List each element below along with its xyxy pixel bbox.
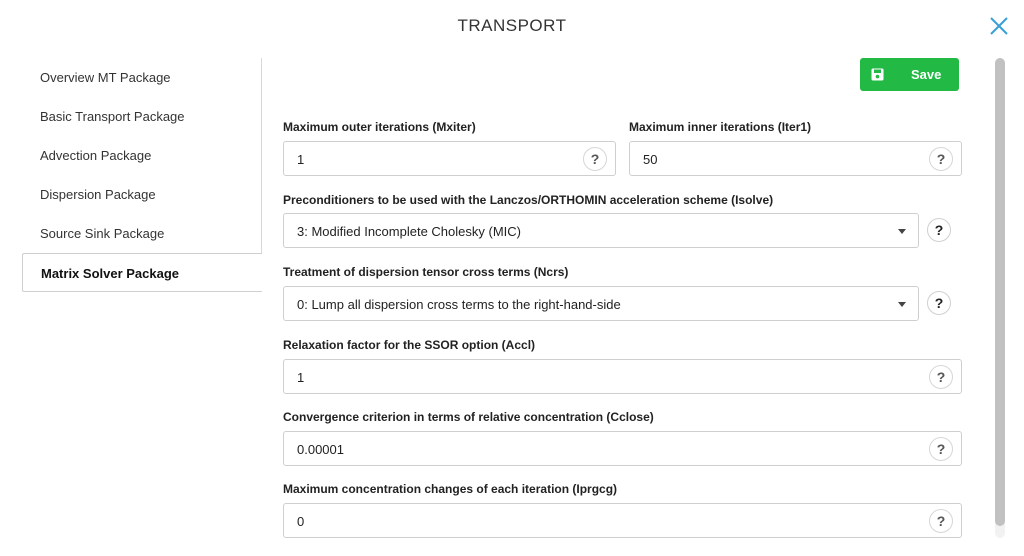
isolve-value: 3: Modified Incomplete Cholesky (MIC) bbox=[297, 224, 521, 239]
ncrs-help-icon[interactable]: ? bbox=[927, 291, 951, 315]
sidebar-item-dispersion[interactable]: Dispersion Package bbox=[22, 175, 262, 214]
iter1-label: Maximum inner iterations (Iter1) bbox=[629, 120, 812, 134]
chevron-down-icon bbox=[898, 302, 906, 307]
iter1-value: 50 bbox=[643, 152, 658, 167]
accl-value: 1 bbox=[297, 370, 305, 385]
iprgcg-input[interactable] bbox=[283, 503, 962, 538]
dialog-title: TRANSPORT bbox=[457, 16, 567, 35]
sidebar-item-basic-transport[interactable]: Basic Transport Package bbox=[22, 97, 262, 136]
scrollbar-thumb[interactable] bbox=[995, 58, 1005, 526]
mxiter-label: Maximum outer iterations (Mxiter) bbox=[283, 120, 476, 134]
chevron-down-icon bbox=[898, 229, 906, 234]
mxiter-help-icon[interactable]: ? bbox=[583, 147, 607, 171]
close-icon[interactable] bbox=[986, 13, 1012, 39]
iprgcg-label: Maximum concentration changes of each iteration (Iprgcg) bbox=[283, 482, 618, 496]
isolve-select[interactable] bbox=[283, 213, 919, 248]
iprgcg-help-icon[interactable]: ? bbox=[929, 509, 953, 533]
cclose-value: 0.00001 bbox=[297, 442, 344, 457]
sidebar-item-matrix-solver[interactable]: Matrix Solver Package bbox=[22, 253, 262, 292]
ncrs-select[interactable] bbox=[283, 286, 919, 321]
iter1-help-icon[interactable]: ? bbox=[929, 147, 953, 171]
accl-help-icon[interactable]: ? bbox=[929, 365, 953, 389]
cclose-help-icon[interactable]: ? bbox=[929, 437, 953, 461]
mxiter-value: 1 bbox=[297, 152, 305, 167]
save-icon bbox=[871, 68, 884, 81]
iprgcg-value: 0 bbox=[297, 514, 305, 529]
isolve-label: Preconditioners to be used with the Lanczos/ORTHOMIN acceleration scheme (Isolve) bbox=[283, 193, 774, 207]
sidebar-item-source-sink[interactable]: Source Sink Package bbox=[22, 214, 262, 253]
cclose-input[interactable] bbox=[283, 431, 962, 466]
ncrs-label: Treatment of dispersion tensor cross terms (Ncrs) bbox=[283, 265, 569, 279]
sidebar-item-advection[interactable]: Advection Package bbox=[22, 136, 262, 175]
cclose-label: Convergence criterion in terms of relative concentration (Cclose) bbox=[283, 410, 654, 424]
package-sidebar bbox=[22, 58, 262, 292]
save-button[interactable] bbox=[860, 58, 959, 91]
iter1-input[interactable] bbox=[629, 141, 962, 176]
sidebar-item-overview-mt[interactable]: Overview MT Package bbox=[22, 58, 262, 97]
save-button-label: Save bbox=[911, 67, 942, 82]
accl-input[interactable] bbox=[283, 359, 962, 394]
mxiter-input[interactable] bbox=[283, 141, 616, 176]
ncrs-value: 0: Lump all dispersion cross terms to the right-hand-side bbox=[297, 297, 621, 312]
isolve-help-icon[interactable]: ? bbox=[927, 218, 951, 242]
accl-label: Relaxation factor for the SSOR option (Accl) bbox=[283, 338, 536, 352]
